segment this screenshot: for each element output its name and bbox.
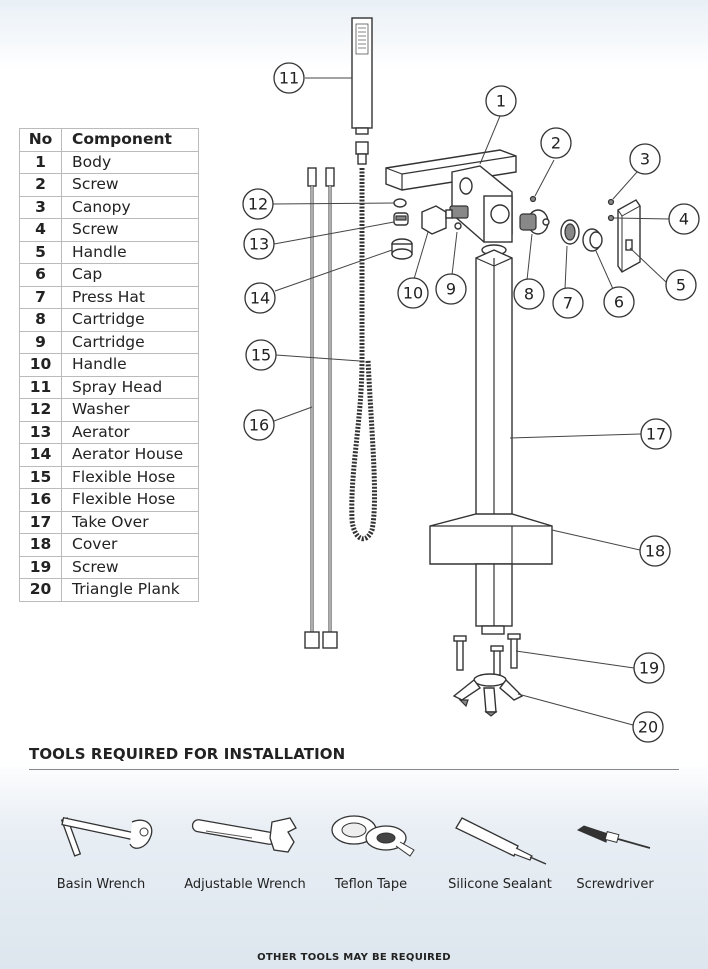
row-component: Screw <box>62 174 199 197</box>
screw-parts-19 <box>454 634 520 680</box>
row-component: Triangle Plank <box>62 579 199 602</box>
row-component: Cartridge <box>62 309 199 332</box>
column-header-no: No <box>20 129 62 152</box>
callout-12 <box>243 189 273 219</box>
table-row <box>20 151 199 174</box>
table-row <box>20 196 199 219</box>
basin-wrench-icon <box>62 818 152 856</box>
row-component: Aerator <box>62 421 199 444</box>
callout-14 <box>245 283 275 313</box>
callout-7 <box>553 288 583 318</box>
svg-text:2: 2 <box>550 133 562 153</box>
callout-1 <box>486 86 516 116</box>
svg-text:20: 20 <box>637 717 659 737</box>
table-row <box>20 556 199 579</box>
tools-divider <box>29 769 679 770</box>
row-no: 6 <box>20 264 62 287</box>
component-table <box>19 128 199 602</box>
handle-part-10 <box>422 206 446 234</box>
teflon-tape-icon <box>332 816 414 856</box>
aerator-house-part <box>392 239 412 259</box>
row-component: Handle <box>62 354 199 377</box>
row-component: Aerator House <box>62 444 199 467</box>
row-no: 4 <box>20 219 62 242</box>
row-no: 18 <box>20 534 62 557</box>
table-row <box>20 466 199 489</box>
table-row <box>20 241 199 264</box>
callout-16 <box>244 410 274 440</box>
row-no: 10 <box>20 354 62 377</box>
svg-text:1: 1 <box>495 91 507 111</box>
aerator-part <box>394 213 408 225</box>
row-no: 5 <box>20 241 62 264</box>
row-no: 2 <box>20 174 62 197</box>
row-component: Flexible Hose <box>62 466 199 489</box>
adjustable-wrench-icon <box>192 818 296 852</box>
table-row <box>20 309 199 332</box>
svg-text:19: 19 <box>638 658 660 678</box>
svg-text:10: 10 <box>402 283 424 303</box>
svg-text:12: 12 <box>247 194 269 214</box>
callout-10 <box>398 278 428 308</box>
table-row <box>20 376 199 399</box>
table-row <box>20 286 199 309</box>
callout-11 <box>274 63 304 93</box>
cartridge-part-8 <box>520 210 549 234</box>
row-no: 14 <box>20 444 62 467</box>
cap-part <box>583 229 602 251</box>
spray-head <box>352 18 372 134</box>
svg-text:6: 6 <box>613 292 625 312</box>
svg-text:8: 8 <box>523 284 535 304</box>
table-row <box>20 444 199 467</box>
row-component: Body <box>62 151 199 174</box>
callout-3 <box>630 144 660 174</box>
callout-19 <box>634 653 664 683</box>
svg-text:17: 17 <box>645 424 667 444</box>
tool-label-teflon-tape: Teflon Tape <box>334 877 408 892</box>
svg-text:4: 4 <box>678 209 690 229</box>
row-component: Take Over <box>62 511 199 534</box>
svg-text:13: 13 <box>248 234 270 254</box>
tool-label-screwdriver: Screwdriver <box>576 877 654 892</box>
row-no: 9 <box>20 331 62 354</box>
row-component: Handle <box>62 241 199 264</box>
callout-2 <box>541 128 571 158</box>
row-no: 11 <box>20 376 62 399</box>
callout-9 <box>436 274 466 304</box>
row-component: Cover <box>62 534 199 557</box>
footer-note: OTHER TOOLS MAY BE REQUIRED <box>257 952 451 963</box>
flexible-hose-shower <box>352 142 375 539</box>
table-row <box>20 219 199 242</box>
row-component: Press Hat <box>62 286 199 309</box>
row-component: Cap <box>62 264 199 287</box>
row-no: 12 <box>20 399 62 422</box>
callout-15 <box>246 340 276 370</box>
tool-label-basin-wrench: Basin Wrench <box>56 877 146 892</box>
tool-label-adjustable-wrench: Adjustable Wrench <box>184 877 306 892</box>
row-no: 1 <box>20 151 62 174</box>
table-row <box>20 264 199 287</box>
row-no: 13 <box>20 421 62 444</box>
table-row <box>20 174 199 197</box>
callout-17 <box>641 419 671 449</box>
callout-5 <box>666 270 696 300</box>
table-row <box>20 489 199 512</box>
silicone-sealant-icon <box>456 818 546 864</box>
svg-text:14: 14 <box>249 288 271 308</box>
callout-4 <box>669 204 699 234</box>
column-header-component: Component <box>62 129 199 152</box>
triangle-plank-part <box>454 674 522 716</box>
row-component: Spray Head <box>62 376 199 399</box>
washer-part <box>394 199 406 207</box>
tool-label-silicone-sealant: Silicone Sealant <box>448 877 552 892</box>
row-no: 15 <box>20 466 62 489</box>
callout-20 <box>633 712 663 742</box>
row-no: 16 <box>20 489 62 512</box>
row-component: Screw <box>62 556 199 579</box>
table-row <box>20 534 199 557</box>
svg-text:18: 18 <box>644 541 666 561</box>
table-row <box>20 511 199 534</box>
row-no: 3 <box>20 196 62 219</box>
press-hat-part <box>561 220 579 244</box>
svg-text:11: 11 <box>278 68 300 88</box>
svg-text:3: 3 <box>639 149 651 169</box>
row-component: Screw <box>62 219 199 242</box>
body-part <box>386 150 516 242</box>
cover-part <box>430 514 552 634</box>
table-row <box>20 354 199 377</box>
svg-text:9: 9 <box>445 279 457 299</box>
callout-8 <box>514 279 544 309</box>
table-row <box>20 331 199 354</box>
table-row <box>20 421 199 444</box>
callout-6 <box>604 287 634 317</box>
row-no: 20 <box>20 579 62 602</box>
table-row <box>20 399 199 422</box>
take-over-column <box>476 245 512 526</box>
table-row <box>20 579 199 602</box>
callout-18 <box>640 536 670 566</box>
row-no: 17 <box>20 511 62 534</box>
row-no: 8 <box>20 309 62 332</box>
row-component: Cartridge <box>62 331 199 354</box>
row-no: 7 <box>20 286 62 309</box>
svg-text:16: 16 <box>248 415 270 435</box>
svg-text:7: 7 <box>562 293 574 313</box>
row-component: Flexible Hose <box>62 489 199 512</box>
row-component: Washer <box>62 399 199 422</box>
callout-13 <box>244 229 274 259</box>
row-component: Canopy <box>62 196 199 219</box>
tools-heading: TOOLS REQUIRED FOR INSTALLATION <box>29 745 346 763</box>
table-header-row <box>20 129 199 152</box>
row-no: 19 <box>20 556 62 579</box>
svg-text:15: 15 <box>250 345 272 365</box>
handle-part-5 <box>618 200 640 272</box>
svg-text:5: 5 <box>675 275 687 295</box>
screwdriver-icon <box>578 826 650 848</box>
